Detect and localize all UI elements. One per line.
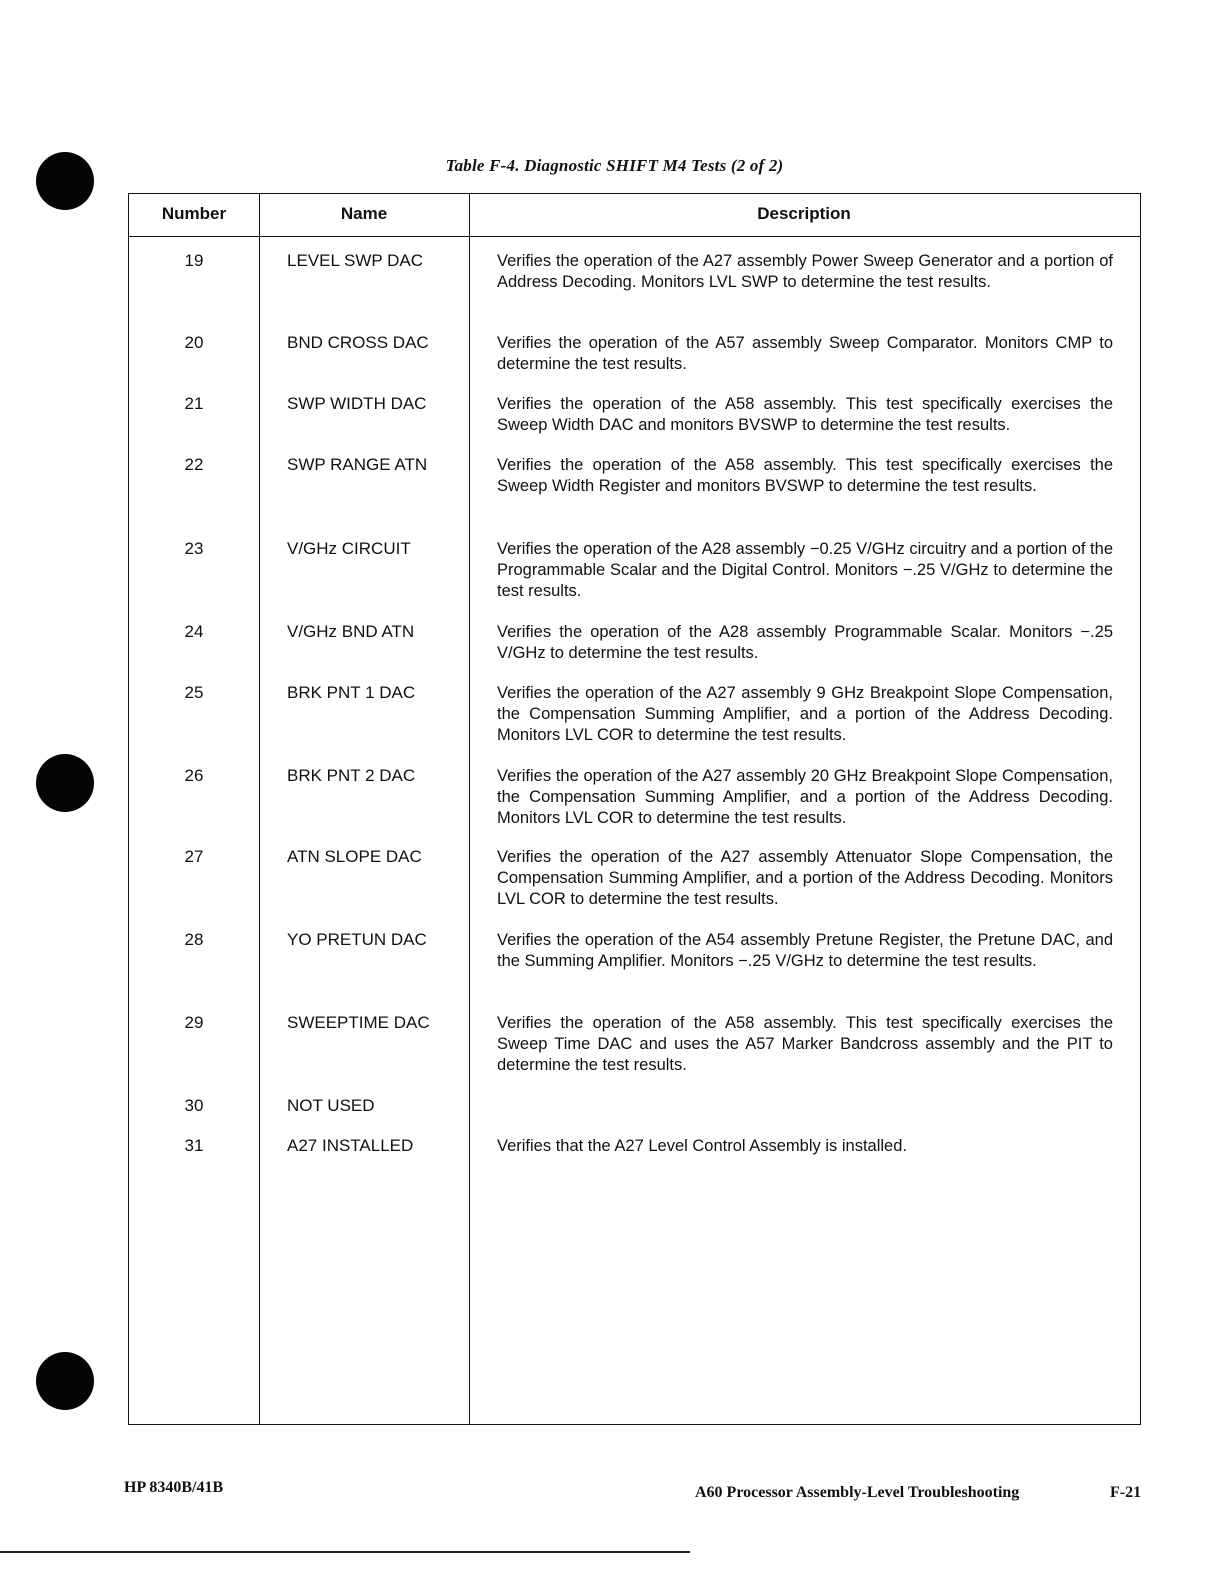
row-name: SWP WIDTH DAC: [287, 394, 427, 413]
binder-hole-bottom: [36, 1352, 94, 1410]
row-description: Verifies the operation of the A58 assembly. This test specifically exercises the Sweep Time DAC and uses the A57 Marker Bandcross assembly and the PIT to determine the test results.: [497, 1014, 1113, 1074]
row-number: 28: [184, 930, 204, 949]
diagnostic-tests-table: [128, 193, 1141, 1425]
binder-hole-middle: [36, 754, 94, 812]
row-number: 31: [184, 1136, 204, 1155]
bottom-rule: [0, 1551, 690, 1553]
column-divider-2: [469, 194, 470, 1424]
row-name: V/GHz BND ATN: [287, 622, 415, 641]
row-description: Verifies the operation of the A57 assembly Sweep Comparator. Monitors CMP to determine the test results.: [497, 334, 1113, 373]
footer-page-number: F-21: [1110, 1484, 1142, 1501]
row-description: Verifies the operation of the A27 assembly 9 GHz Breakpoint Slope Compensation, the Compensation Summing Amplifier, and a portion of the Address Decoding. Monitors LVL COR to determine the test results.: [497, 684, 1113, 744]
row-description: Verifies the operation of the A27 assembly 20 GHz Breakpoint Slope Compensation, the Compensation Summing Amplifier, and a portion of the Address Decoding. Monitors LVL COR to determine the test results.: [497, 767, 1113, 827]
row-name: ATN SLOPE DAC: [287, 847, 422, 866]
row-number: 27: [184, 847, 204, 866]
row-name: LEVEL SWP DAC: [287, 251, 424, 270]
row-name: A27 INSTALLED: [287, 1136, 414, 1155]
row-number: 23: [184, 539, 204, 558]
header-number: Number: [161, 204, 227, 223]
row-number: 25: [184, 683, 204, 702]
row-name: SWP RANGE ATN: [287, 455, 428, 474]
row-description: Verifies the operation of the A58 assembly. This test specifically exercises the Sweep Width DAC and monitors BVSWP to determine the test results.: [497, 395, 1113, 434]
row-number: 30: [184, 1096, 204, 1115]
row-number: 21: [184, 394, 204, 413]
row-name: NOT USED: [287, 1096, 375, 1115]
column-divider-1: [259, 194, 260, 1424]
footer-model: HP 8340B/41B: [124, 1479, 224, 1496]
row-name: BND CROSS DAC: [287, 333, 429, 352]
row-description: Verifies the operation of the A58 assembly. This test specifically exercises the Sweep Width Register and monitors BVSWP to determine the test results.: [497, 456, 1113, 495]
row-number: 26: [184, 766, 204, 785]
row-number: 20: [184, 333, 204, 352]
row-description: Verifies the operation of the A28 assembly Programmable Scalar. Monitors −.25 V/GHz to determine the test results.: [497, 623, 1113, 662]
row-description: Verifies the operation of the A28 assembly −0.25 V/GHz circuitry and a portion of the Programmable Scalar and the Digital Control. Monitors −.25 V/GHz to determine the test results.: [497, 540, 1113, 600]
table-caption: Table F-4. Diagnostic SHIFT M4 Tests (2 of 2): [445, 156, 784, 175]
row-description: Verifies the operation of the A27 assembly Power Sweep Generator and a portion of Address Decoding. Monitors LVL SWP to determine the test results.: [497, 252, 1113, 291]
row-number: 19: [184, 251, 204, 270]
header-divider: [129, 236, 1140, 237]
row-description: Verifies that the A27 Level Control Assembly is installed.: [497, 1137, 907, 1155]
row-number: 24: [184, 622, 204, 641]
row-name: V/GHz CIRCUIT: [287, 539, 411, 558]
row-number: 29: [184, 1013, 204, 1032]
row-number: 22: [184, 455, 204, 474]
row-description: Verifies the operation of the A27 assembly Attenuator Slope Compensation, the Compensation Summing Amplifier, and a portion of the Address Decoding. Monitors LVL COR to determine the test results.: [497, 848, 1113, 908]
row-name: YO PRETUN DAC: [287, 930, 427, 949]
header-name: Name: [340, 204, 388, 223]
footer-section-title: A60 Processor Assembly-Level Troubleshooting: [695, 1484, 1020, 1501]
row-description: Verifies the operation of the A54 assembly Pretune Register, the Pretune DAC, and the Summing Amplifier. Monitors −.25 V/GHz to determine the test results.: [497, 931, 1113, 970]
row-name: BRK PNT 2 DAC: [287, 766, 416, 785]
row-name: BRK PNT 1 DAC: [287, 683, 416, 702]
row-name: SWEEPTIME DAC: [287, 1013, 430, 1032]
header-description: Description: [757, 204, 851, 223]
